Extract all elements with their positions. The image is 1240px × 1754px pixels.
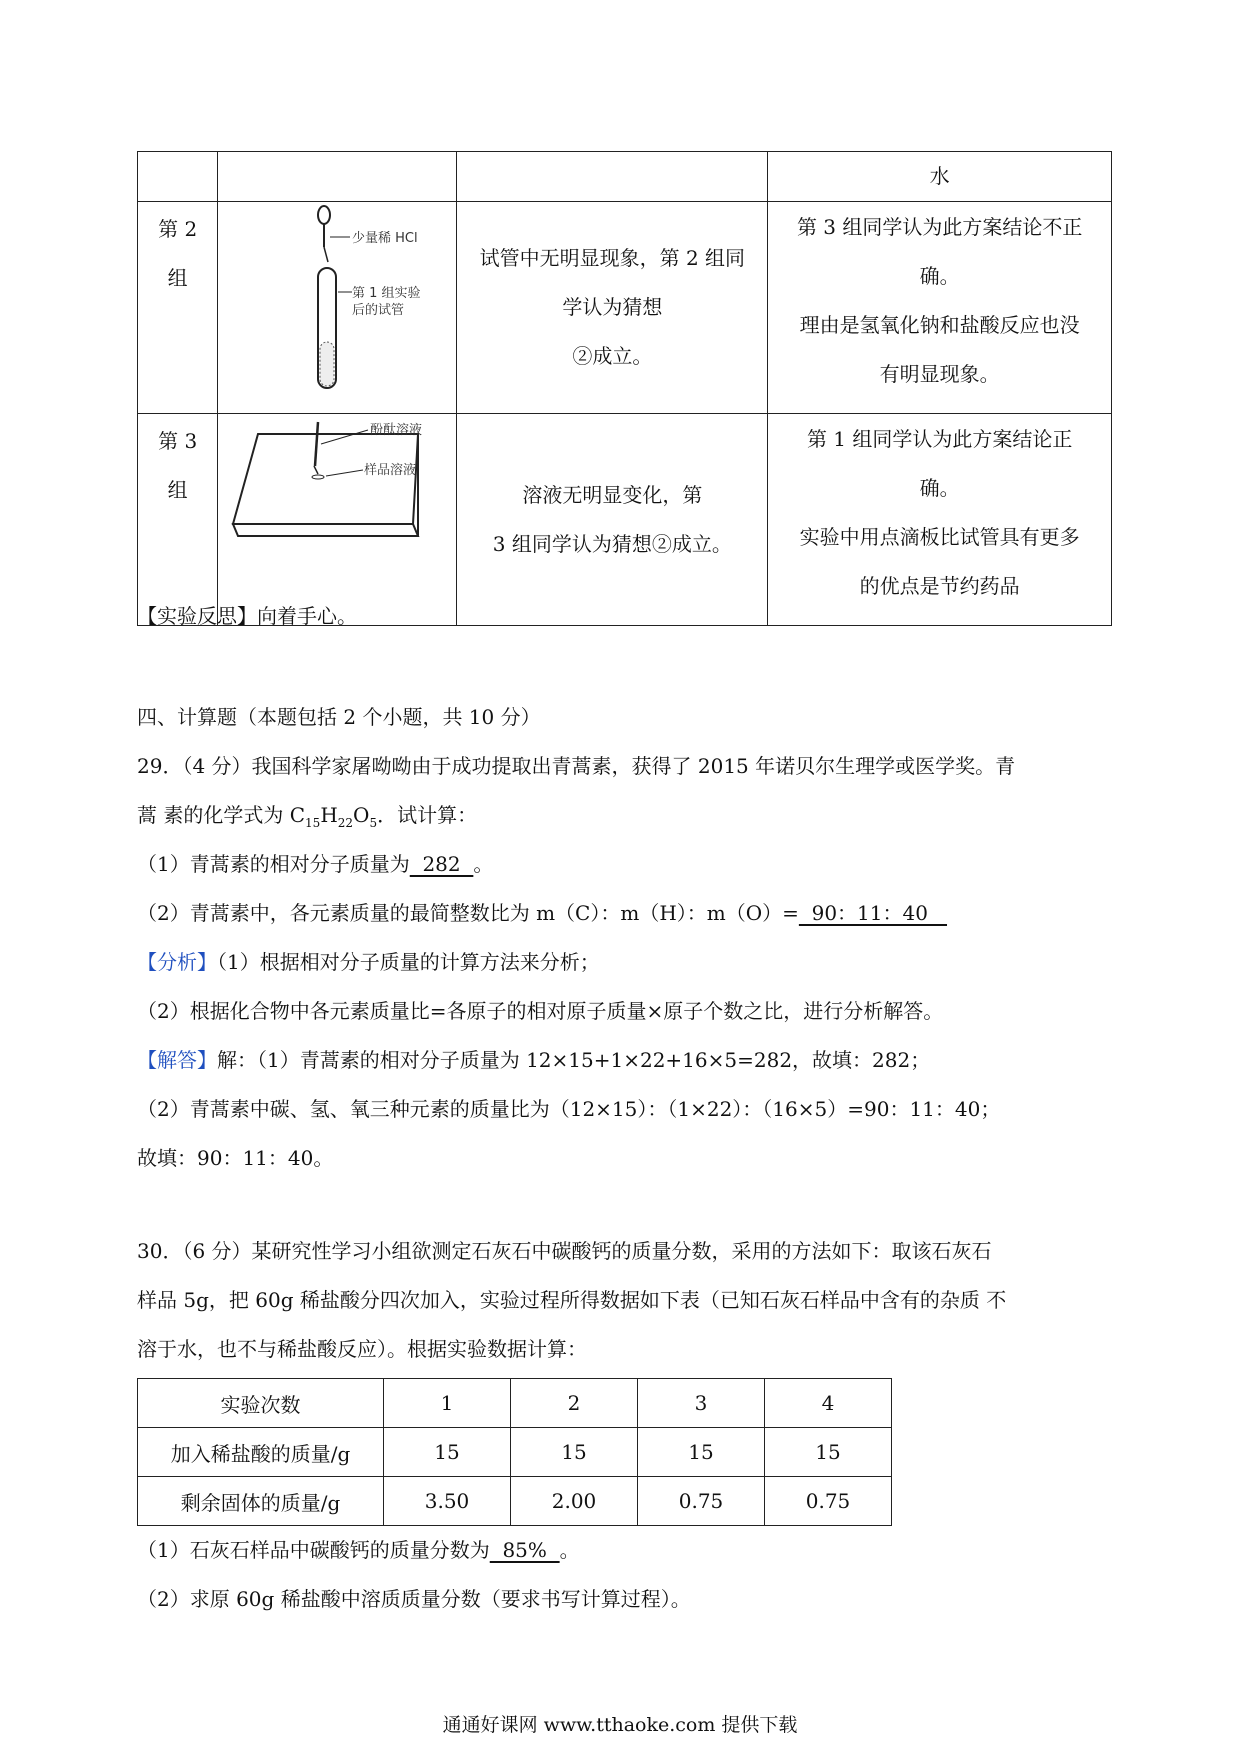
- q29-answer3: 故填：90：11：40。: [137, 1146, 334, 1170]
- table-cell: 0.75: [765, 1477, 892, 1526]
- table-cell: 15: [638, 1428, 765, 1477]
- q29-answer1: 【解答】解：（1）青蒿素的相对分子质量为 12×15+1×22+16×5=282，故填：282；: [137, 1048, 931, 1072]
- table-header-cell: 4: [765, 1379, 892, 1428]
- answer-blank: 85%: [489, 1538, 560, 1562]
- q30-part1: （1）石灰石样品中碳酸钙的质量分数为 85% 。: [137, 1538, 580, 1562]
- footer-text: 通通好课网 www.tthaoke.com 提供下载: [442, 1714, 798, 1736]
- q29-stem-line1: 29．（4 分）我国科学家屠呦呦由于成功提取出青蒿素，获得了 2015 年诺贝尔生理学或医学奖。青: [137, 754, 1016, 778]
- q29-answer2: （2）青蒿素中碳、氢、氧三种元素的质量比为（12×15）：（1×22）：（16×5）=90：11：40；: [137, 1097, 1001, 1121]
- phenomenon-cell: 试管中无明显现象，第 2 组同 学认为猜想 ②成立。: [457, 202, 768, 414]
- phenomenon-cell: 溶液无明显变化，第 3 组同学认为猜想②成立。: [457, 414, 768, 626]
- svg-text:后的试管: 后的试管: [352, 303, 405, 318]
- table-row: [138, 202, 1112, 414]
- table-header-cell: 实验次数: [138, 1379, 384, 1428]
- table-cell: 15: [384, 1428, 511, 1477]
- data-table: [137, 1378, 892, 1526]
- table-row: [138, 1477, 892, 1526]
- table-row: [138, 152, 1112, 202]
- cell-note: 水: [768, 152, 1112, 202]
- svg-text:酚酞溶液: 酚酞溶液: [370, 423, 423, 438]
- test-tube-figure: [218, 202, 457, 414]
- table-cell: 2.00: [511, 1477, 638, 1526]
- q29-analysis2: （2）根据化合物中各元素质量比=各原子的相对原子质量×原子个数之比，进行分析解答。: [137, 999, 944, 1023]
- table-header-cell: 1: [384, 1379, 511, 1428]
- answer-tag: 【解答】: [137, 1048, 217, 1072]
- svg-text:样品溶液: 样品溶液: [364, 463, 417, 478]
- spot-plate-illustration: [218, 414, 456, 607]
- table-header-cell: 3: [638, 1379, 765, 1428]
- section-title: 四、计算题（本题包括 2 个小题，共 10 分）: [137, 705, 541, 729]
- answer-blank: 90：11：40: [798, 901, 948, 925]
- spot-plate-figure: [218, 414, 457, 626]
- q30-stem-line3: 溶于水，也不与稀盐酸反应）。根据实验数据计算：: [137, 1337, 587, 1361]
- table-cell: 3.50: [384, 1477, 511, 1526]
- q30-stem-line1: 30．（6 分）某研究性学习小组欲测定石灰石中碳酸钙的质量分数，采用的方法如下：取该石灰石: [137, 1239, 992, 1263]
- group-cell: 第 3 组: [138, 414, 218, 626]
- q29-part2: （2）青蒿素中，各元素质量的最简整数比为 m（C）：m（H）：m（O）= 90：11：40: [137, 901, 948, 925]
- table-cell: 加入稀盐酸的质量/g: [138, 1428, 384, 1477]
- svg-text:少量稀 HCl: 少量稀 HCl: [352, 231, 418, 246]
- table-cell: 15: [511, 1428, 638, 1477]
- answer-blank: 282: [409, 852, 474, 876]
- analysis-tag: 【分析】: [137, 950, 217, 974]
- table-cell: 15: [765, 1428, 892, 1477]
- group-cell: 第 2 组: [138, 202, 218, 414]
- evaluation-cell: 第 1 组同学认为此方案结论正 确。 实验中用点滴板比试管具有更多 的优点是节约药品: [768, 414, 1112, 626]
- table-cell: 剩余固体的质量/g: [138, 1477, 384, 1526]
- experiment-table: [137, 151, 1112, 626]
- q29-part1: （1）青蒿素的相对分子质量为 282 。: [137, 852, 494, 876]
- table-row: [138, 1379, 892, 1428]
- q30-stem-line2: 样品 5g，把 60g 稀盐酸分四次加入，实验过程所得数据如下表（已知石灰石样品中含有的杂质 不: [137, 1288, 1007, 1312]
- table-row: [138, 1428, 892, 1477]
- q29-analysis1: 【分析】（1）根据相对分子质量的计算方法来分析；: [137, 950, 600, 974]
- q30-part2: （2）求原 60g 稀盐酸中溶质质量分数（要求书写计算过程）。: [137, 1587, 691, 1611]
- test-tube-dropper-illustration: [218, 202, 456, 395]
- table-row: [138, 414, 1112, 626]
- svg-text:第 1 组实验: 第 1 组实验: [352, 286, 421, 301]
- table-cell: 0.75: [638, 1477, 765, 1526]
- reflection-text: 【实验反思】向着手心。: [137, 604, 357, 628]
- evaluation-cell: 第 3 组同学认为此方案结论不正 确。 理由是氢氧化钠和盐酸反应也没 有明显现象。: [768, 202, 1112, 414]
- table-header-cell: 2: [511, 1379, 638, 1428]
- q29-stem-line2: 蒿 素的化学式为 $C_{15}H_{22}O_5$．试计算：: [137, 803, 478, 830]
